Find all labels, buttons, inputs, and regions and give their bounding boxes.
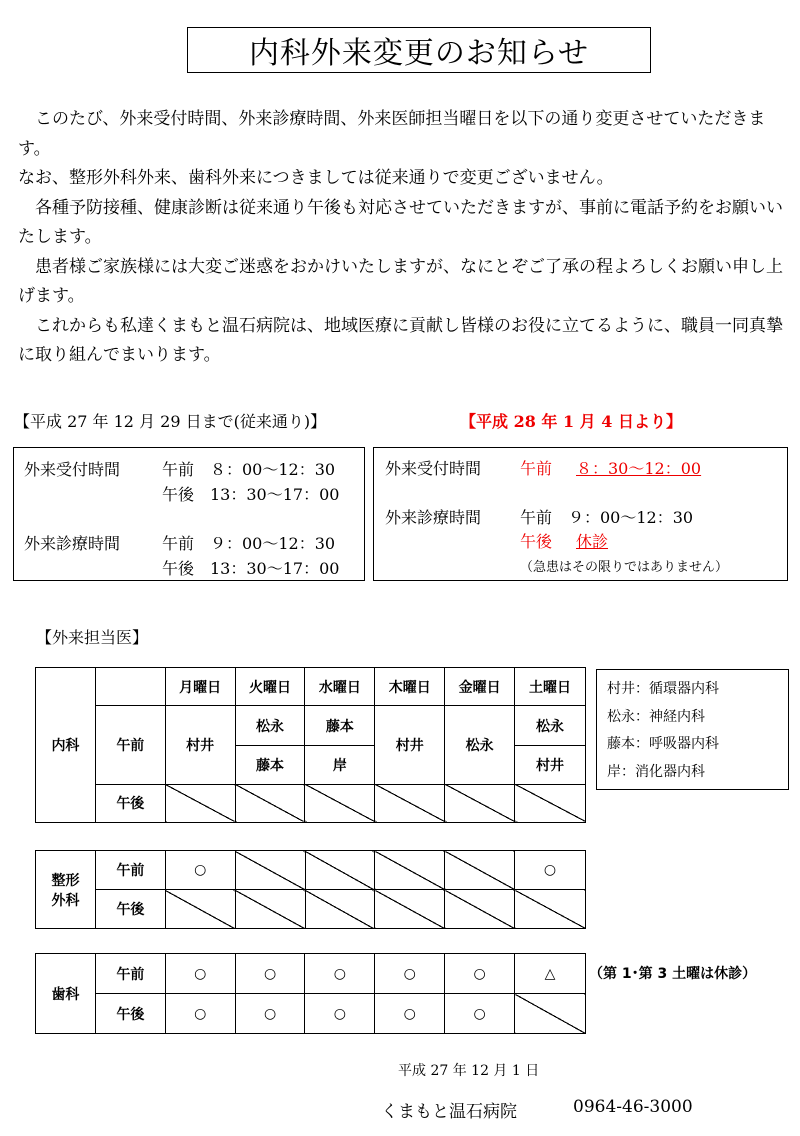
doctor-specialty-item: 岸：消化器内科 [607, 763, 705, 780]
old-reception-am: 午前 ８：00～12：30 [162, 460, 336, 479]
period-label: 午前 [95, 851, 165, 890]
open-mark: ○ [165, 994, 235, 1034]
closed-cell [445, 890, 515, 929]
closed-cell [305, 784, 375, 822]
issue-date: 平成 27 年 12 月 1 日 [398, 1063, 540, 1079]
closed-cell [375, 851, 445, 890]
closed-cell [305, 851, 375, 890]
day-header: 木曜日 [375, 668, 445, 706]
closed-cell [165, 890, 235, 929]
closed-cell [235, 851, 305, 890]
dept-label-seikei [36, 851, 96, 929]
partial-open-mark: △ [515, 954, 586, 994]
day-header: 月曜日 [165, 668, 235, 706]
open-mark: ○ [445, 994, 515, 1034]
dept-label-shika: 歯科 [36, 954, 96, 1034]
old-reception-pm: 午後 13：30～17：00 [162, 485, 340, 504]
new-treatment-am: 午前 ９：00～12：30 [520, 508, 694, 527]
doctor-specialty-item: 藤本：呼吸器内科 [607, 736, 719, 752]
day-header: 水曜日 [305, 668, 375, 706]
open-mark: ○ [165, 954, 235, 994]
old-reception-label: 外来受付時間 [24, 460, 121, 479]
day-header: 金曜日 [445, 668, 515, 706]
new-schedule-heading: 【平成 28 年 1 月 4 日より】 [460, 412, 682, 431]
dept-label-line: 整形 [51, 872, 80, 889]
shika-table [35, 953, 586, 1034]
naika-table [35, 667, 586, 823]
closed-cell [375, 890, 445, 929]
intro-paragraph: なお、整形外科外来、歯科外来につきましては従来通りで変更ございません。 [18, 168, 614, 188]
day-header: 土曜日 [515, 668, 586, 706]
old-schedule-heading: 【平成 27 年 12 月 29 日まで(従来通り)】 [14, 412, 327, 431]
seikei-table [35, 850, 586, 929]
doctor-specialty-item: 村井：循環器内科 [607, 681, 719, 697]
closed-cell [235, 890, 305, 929]
doctor-cell: 村井 [515, 746, 586, 784]
period-label: 午前 [95, 706, 165, 784]
old-treatment-label: 外来診療時間 [24, 534, 121, 553]
intro-paragraph: これからも私達くまもと温石病院は、地域医療に貢献し皆様のお役に立てるように、職員一同真摯に取り組んでまいります。 [18, 315, 783, 365]
closed-cell [445, 784, 515, 822]
dept-label-line: 外科 [51, 892, 80, 909]
closed-cell [305, 890, 375, 929]
open-mark: ○ [235, 994, 305, 1034]
open-mark: ○ [235, 954, 305, 994]
doctor-cell: 藤本 [305, 706, 375, 746]
new-treatment-pm-value: 休診 [576, 532, 609, 551]
new-reception-am-time: ８：30～12：00 [576, 459, 702, 478]
new-reception-label: 外来受付時間 [385, 459, 482, 478]
new-schedule-box [373, 447, 788, 581]
intro-paragraph: このたび、外来受付時間、外来診療時間、外来医師担当曜日を以下の通り変更させていただきます。 [18, 109, 766, 159]
doctor-specialty-item: 松永：神経内科 [607, 708, 705, 725]
open-mark: ○ [445, 954, 515, 994]
doctor-specialty-list [596, 669, 789, 790]
intro-paragraph: 各種予防接種、健康診断は従来通り午後も対応させていただきますが、事前に電話予約をお願いいたします。 [18, 197, 783, 247]
doctor-cell: 松永 [235, 706, 305, 746]
open-mark: ○ [305, 994, 375, 1034]
closed-cell [375, 784, 445, 822]
old-treatment-pm: 午後 13：30～17：00 [162, 559, 340, 578]
closed-cell [445, 851, 515, 890]
doctor-cell: 村井 [165, 706, 235, 784]
page-title: 内科外来変更のお知らせ [187, 27, 651, 73]
open-mark: ○ [515, 851, 586, 890]
dept-label-naika: 内科 [36, 668, 96, 823]
open-mark: ○ [165, 851, 235, 890]
day-header: 火曜日 [235, 668, 305, 706]
old-treatment-am: 午前 ９：00～12：30 [162, 534, 336, 553]
new-treatment-label: 外来診療時間 [385, 508, 482, 527]
doctor-cell: 岸 [305, 746, 375, 784]
open-mark: ○ [305, 954, 375, 994]
doctor-cell: 松永 [445, 706, 515, 784]
closed-cell [165, 784, 235, 822]
doctor-cell: 村井 [375, 706, 445, 784]
emergency-note: （急患はその限りではありません） [520, 560, 729, 575]
old-schedule-box [13, 447, 365, 581]
closed-cell [515, 994, 586, 1034]
intro-paragraph: 患者様ご家族様には大変ご迷惑をおかけいたしますが、なにとぞご了承の程よろしくお願い申し上げます。 [18, 256, 783, 306]
open-mark: ○ [375, 994, 445, 1034]
doctor-cell: 松永 [515, 706, 586, 746]
intro-text [18, 105, 788, 371]
new-reception-am-label: 午前 [520, 459, 553, 478]
hospital-name: くまもと温石病院 [381, 1102, 517, 1122]
period-label: 午後 [95, 784, 165, 822]
period-label: 午前 [95, 954, 165, 994]
period-label: 午後 [95, 994, 165, 1034]
closed-cell [515, 890, 586, 929]
closed-cell [515, 784, 586, 822]
period-label: 午後 [95, 890, 165, 929]
doctor-cell: 藤本 [235, 746, 305, 784]
doctor-section-heading: 【外来担当医】 [36, 628, 149, 647]
new-treatment-pm-label: 午後 [520, 532, 553, 551]
phone-number: 0964-46-3000 [573, 1097, 693, 1117]
open-mark: ○ [375, 954, 445, 994]
closed-cell [235, 784, 305, 822]
blank-header-cell [95, 668, 165, 706]
dental-saturday-note: （第 1･第 3 土曜は休診） [589, 966, 757, 982]
